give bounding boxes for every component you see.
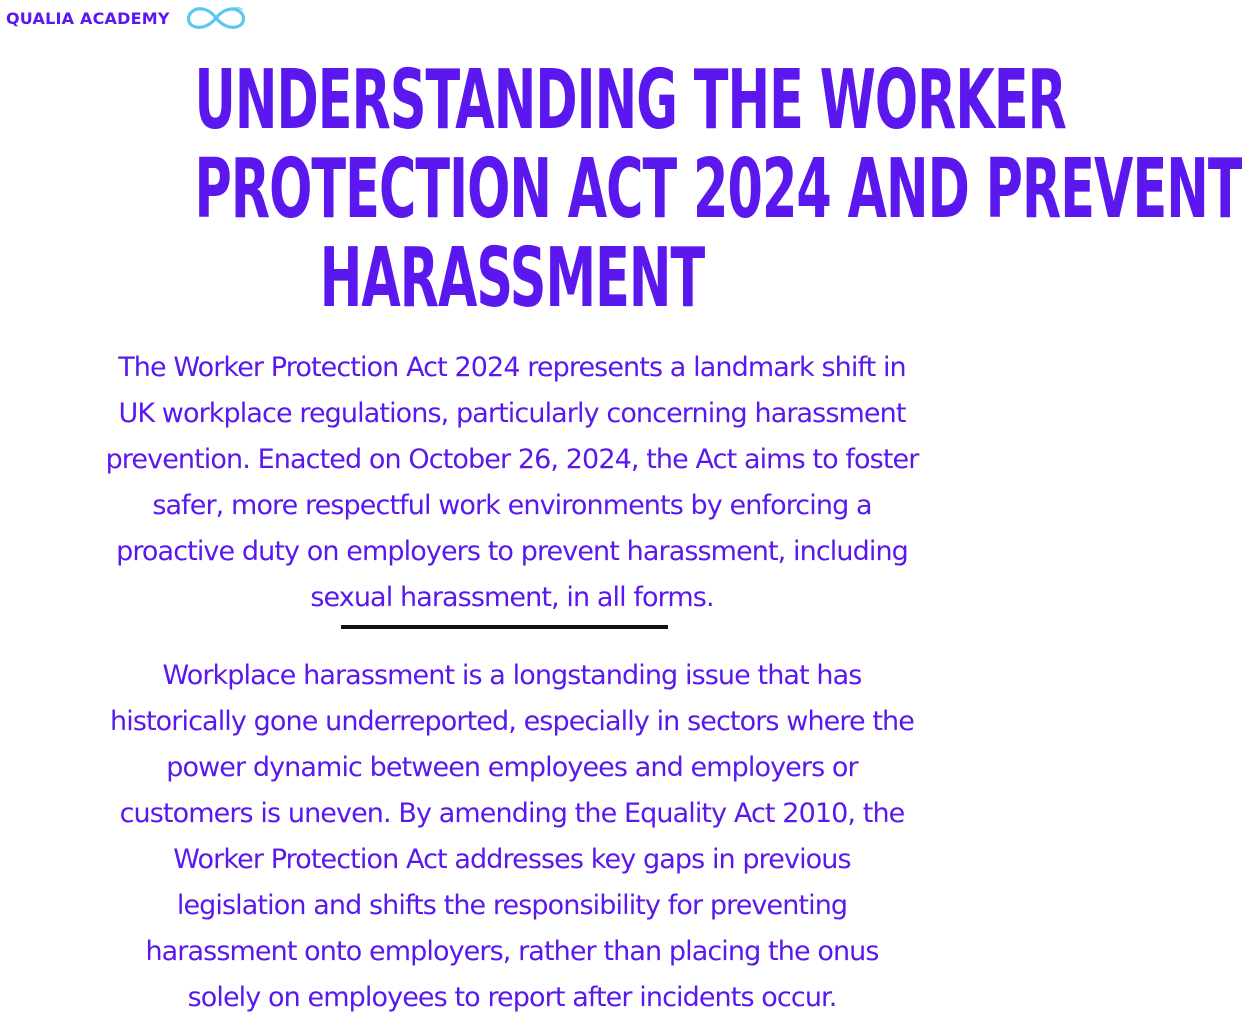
infinity-logo-icon — [176, 4, 256, 32]
paragraph-line: historically gone underreported, especially in sectors where the — [110, 706, 914, 737]
title-line: HARASSMENT — [319, 231, 705, 326]
brand-header — [6, 4, 256, 32]
paragraph-line: customers is uneven. By amending the Equality Act 2010, the — [119, 798, 905, 829]
paragraph-line: sexual harassment, in all forms. — [310, 582, 714, 613]
paragraph-line: legislation and shifts the responsibility for preventing — [176, 890, 848, 921]
paragraph-line: safer, more respectful work environments by enforcing a — [152, 490, 872, 521]
page-title — [0, 53, 1242, 326]
paragraph-line: proactive duty on employers to prevent harassment, including — [116, 536, 908, 567]
intro-paragraph — [0, 345, 1024, 621]
paragraph-line: solely on employees to report after incidents occur. — [187, 982, 837, 1013]
paragraph-line: harassment onto employers, rather than placing the onus — [145, 936, 879, 967]
title-line: UNDERSTANDING THE WORKER — [194, 53, 1066, 148]
body-paragraph — [0, 653, 1024, 1021]
paragraph-line: UK workplace regulations, particularly concerning harassment — [118, 398, 906, 429]
title-line: PROTECTION ACT 2024 AND PREVENT — [194, 142, 1242, 237]
section-divider — [341, 625, 668, 629]
paragraph-line: prevention. Enacted on October 26, 2024, the Act aims to foster — [105, 444, 919, 475]
paragraph-line: power dynamic between employees and employers or — [166, 752, 858, 783]
paragraph-line: The Worker Protection Act 2024 represents a landmark shift in — [118, 352, 906, 383]
paragraph-line: Worker Protection Act addresses key gaps in previous — [173, 844, 851, 875]
paragraph-line: Workplace harassment is a longstanding issue that has — [162, 660, 862, 691]
brand-name: QUALIA ACADEMY — [6, 8, 170, 28]
